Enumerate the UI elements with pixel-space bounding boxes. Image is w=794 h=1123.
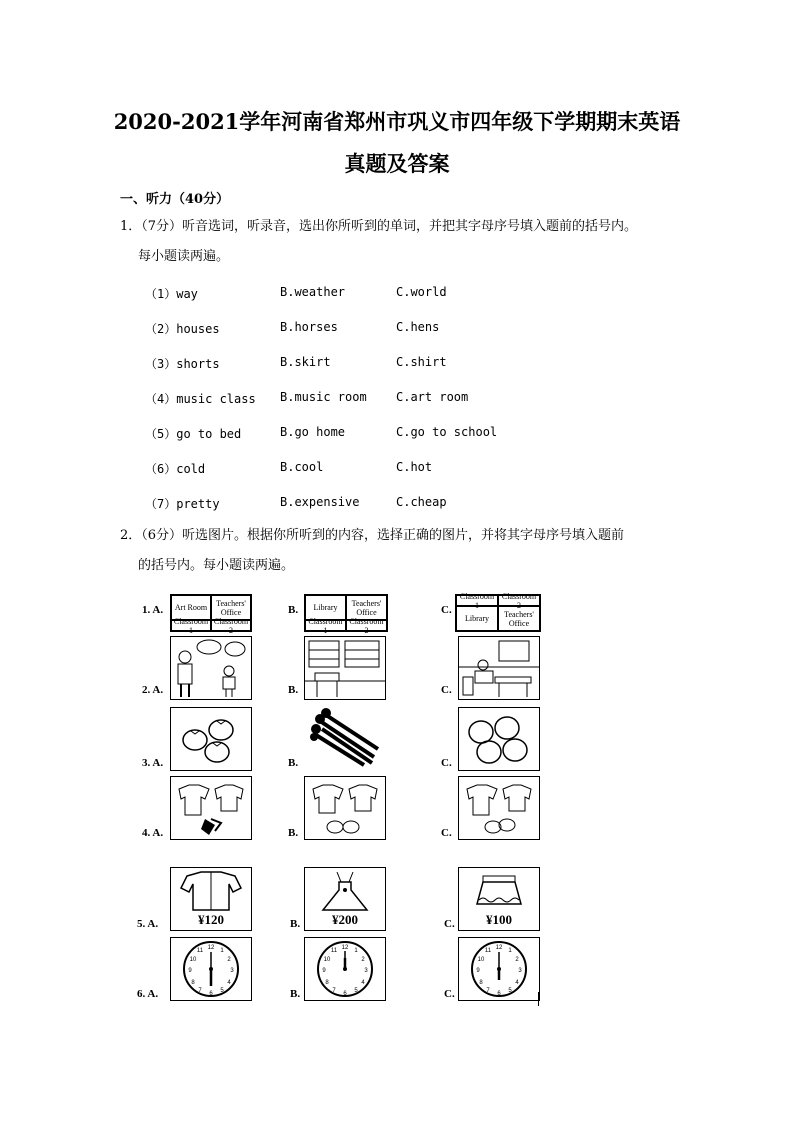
b-label: B.	[290, 988, 301, 1000]
row-1-label: 1. A.	[142, 604, 164, 616]
svg-text:11: 11	[330, 948, 338, 954]
b-label: B.	[290, 918, 301, 930]
clothes-scarf-picture	[170, 776, 252, 840]
potatoes-picture	[458, 707, 540, 771]
svg-text:12: 12	[207, 945, 215, 951]
dress-price-picture	[304, 867, 386, 931]
svg-text:12: 12	[495, 945, 503, 951]
svg-text:12: 12	[341, 945, 349, 951]
row-6-label: 6. A.	[137, 988, 159, 1000]
clock-picture-c	[458, 937, 540, 1001]
scene-classroom-picture	[458, 636, 540, 700]
clock-picture-a	[170, 937, 252, 1001]
clock-picture-b	[304, 937, 386, 1001]
svg-text:7: 7	[198, 988, 202, 994]
svg-text:5: 5	[508, 988, 512, 994]
c-label: C.	[444, 918, 455, 930]
svg-text:2: 2	[361, 957, 365, 963]
title-line-2: 真题及答案	[344, 151, 450, 176]
svg-text:8: 8	[325, 980, 329, 986]
svg-text:7: 7	[332, 988, 336, 994]
dress-price: ¥200	[332, 912, 358, 927]
section-heading: 一、听力（40分）	[120, 192, 230, 207]
svg-text:5: 5	[354, 988, 358, 994]
b-label: B.	[288, 684, 299, 696]
c-label: C.	[441, 757, 452, 769]
clothes-gloves-picture	[304, 776, 386, 840]
svg-text:8: 8	[479, 980, 483, 986]
shirt-price-picture	[170, 867, 252, 931]
c-label: C.	[441, 604, 452, 616]
question-1-text-2: 每小题读两遍。	[138, 249, 230, 264]
svg-text:3: 3	[518, 968, 522, 974]
row-5-label: 5. A.	[137, 918, 159, 930]
svg-text:11: 11	[196, 948, 204, 954]
svg-text:9: 9	[476, 968, 480, 974]
question-2-text-2: 的括号内。每小题读两遍。	[138, 558, 295, 573]
svg-text:3: 3	[230, 968, 234, 974]
b-label: B.	[288, 604, 299, 616]
b-label: B.	[288, 827, 299, 839]
svg-text:1: 1	[354, 948, 358, 954]
b-label: B.	[288, 757, 299, 769]
row-2-label: 2. A.	[142, 684, 164, 696]
svg-text:6: 6	[343, 991, 347, 997]
row-3-label: 3. A.	[142, 757, 164, 769]
svg-text:4: 4	[227, 980, 231, 986]
svg-text:9: 9	[322, 968, 326, 974]
floor-plan-b: Library Teachers' Office Classroom 1 Classroom 2	[304, 594, 388, 632]
svg-text:9: 9	[188, 968, 192, 974]
shirt-price: ¥120	[198, 912, 224, 927]
svg-text:1: 1	[508, 948, 512, 954]
title-line-1: 2020-2021学年河南省郑州市巩义市四年级下学期期末英语	[113, 109, 681, 134]
text-cursor	[538, 992, 539, 1006]
question-2	[120, 521, 680, 581]
svg-text:3: 3	[364, 968, 368, 974]
c-label: C.	[444, 988, 455, 1000]
question-1-text: 1．（7分）听音选词，听录音，选出你所听到的单词，并把其字母序号填入题前的括号内。	[120, 219, 638, 234]
skirt-price: ¥100	[486, 912, 512, 927]
svg-text:1: 1	[220, 948, 224, 954]
svg-text:8: 8	[191, 980, 195, 986]
tomatoes-picture	[170, 707, 252, 771]
question-2-text: 2．（6分）听选图片。根据你所听到的内容，选择正确的图片，并将其字母序号填入题前	[120, 528, 625, 543]
skirt-price-picture	[458, 867, 540, 931]
svg-text:7: 7	[486, 988, 490, 994]
svg-text:4: 4	[515, 980, 519, 986]
clothes-shoes-picture	[458, 776, 540, 840]
scene-art-room-picture	[170, 636, 252, 700]
svg-text:5: 5	[220, 988, 224, 994]
svg-text:2: 2	[515, 957, 519, 963]
floor-plan-c: Classroom 1 Classroom 2 Library Teachers' Office	[455, 594, 541, 632]
svg-text:11: 11	[484, 948, 492, 954]
c-label: C.	[441, 827, 452, 839]
svg-text:10: 10	[323, 957, 331, 963]
svg-text:10: 10	[477, 957, 485, 963]
c-label: C.	[441, 684, 452, 696]
carrots-picture	[304, 707, 384, 769]
svg-text:10: 10	[189, 957, 197, 963]
svg-text:4: 4	[361, 980, 365, 986]
svg-text:2: 2	[227, 957, 231, 963]
question-1	[120, 212, 680, 272]
svg-text:6: 6	[497, 991, 501, 997]
row-4-label: 4. A.	[142, 827, 164, 839]
floor-plan-a: Art Room Teachers' Office Classroom 1 Classroom 2	[170, 594, 252, 632]
svg-text:6: 6	[209, 991, 213, 997]
scene-library-picture	[304, 636, 386, 700]
